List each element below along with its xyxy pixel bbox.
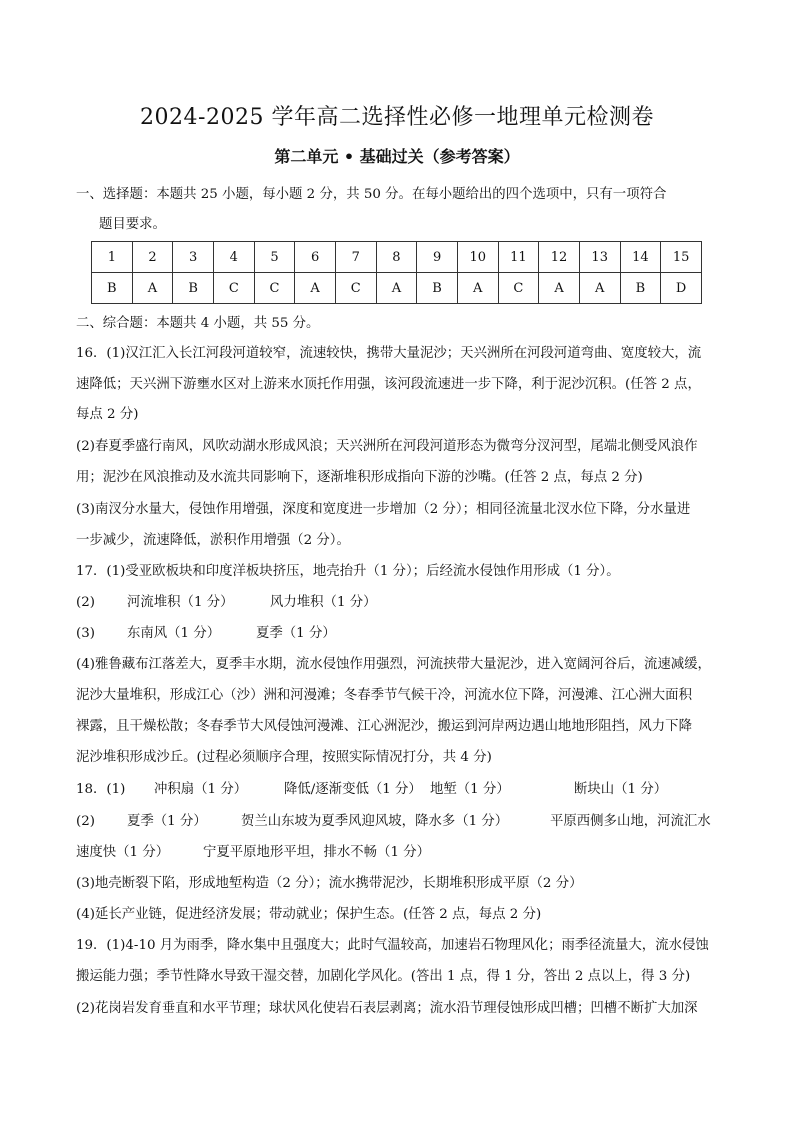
answer-cell: A xyxy=(579,273,620,304)
question-number-cell: 10 xyxy=(457,242,498,273)
q19-answer-line: 搬运能力强；季节性降水导致干湿交替，加剧化学风化。(答出 1 点，得 1 分，答出 2 点以上，得 3 分) xyxy=(76,969,691,984)
q18-answer-line: (4)延长产业链，促进经济发展；带动就业；保护生态。(任答 2 点，每点 2 分) xyxy=(76,907,542,922)
question-number-cell: 1 xyxy=(92,242,133,273)
q17-sub-number: (3) xyxy=(76,626,95,641)
answer-cell: A xyxy=(132,273,173,304)
q18-answer-line-1 xyxy=(76,780,726,800)
q18-answer-item: 地堑（1 分） xyxy=(430,782,510,797)
q18-answer-item: 宁夏平原地形平坦，排水不畅（1 分） xyxy=(203,845,431,860)
answer-cell: C xyxy=(498,273,539,304)
question-number-cell: 12 xyxy=(539,242,580,273)
question-number-cell: 3 xyxy=(173,242,214,273)
q18-answer-item: 平原西侧多山地，河流汇水 xyxy=(550,814,711,829)
q16-answer-line: 用；泥沙在风浪推动及水流共同影响下，逐渐堆积形成指向下游的沙嘴。(任答 2 点，每点 2 分) xyxy=(76,470,643,485)
q17-answer-line: 泥沙堆积形成沙丘。(过程必须顺序合理，按照实际情况打分，共 4 分) xyxy=(76,750,492,765)
q17-answer-line-2 xyxy=(76,593,726,613)
q16-answer-line: 16．(1)汉江汇入长江河段河道较窄，流速较快，携带大量泥沙；天兴洲所在河段河道弯曲、宽度较大，流 xyxy=(76,346,702,361)
answer-cell: C xyxy=(213,273,254,304)
question-number-cell: 14 xyxy=(620,242,661,273)
q18-answer-line-3 xyxy=(76,843,726,863)
question-number-cell: 4 xyxy=(213,242,254,273)
answer-cell: A xyxy=(295,273,336,304)
answer-cell: B xyxy=(417,273,458,304)
answer-table xyxy=(91,241,702,304)
q18-answer-item: 降低/逐渐变低（1 分） xyxy=(284,782,422,797)
question-number-cell: 6 xyxy=(295,242,336,273)
question-number-cell: 9 xyxy=(417,242,458,273)
section1-instruction-cont: 题目要求。 xyxy=(99,217,166,232)
answer-cell: B xyxy=(92,273,133,304)
q18-answer-line-2 xyxy=(76,812,726,832)
answer-cell: D xyxy=(661,273,702,304)
q17-answer-line-3 xyxy=(76,624,726,644)
answer-cell: A xyxy=(539,273,580,304)
answer-cell: A xyxy=(457,273,498,304)
q17-answer-item: 东南风（1 分） xyxy=(127,626,221,641)
q18-sub-number: 18．(1) xyxy=(76,782,126,797)
page-subtitle: 第二单元 • 基础过关（参考答案） xyxy=(274,147,520,166)
q17-answer-line: 裸露，且干燥松散；冬春季节大风侵蚀河漫滩、江心洲泥沙，搬运到河岸两边遇山地地形阻挡，风力下降 xyxy=(76,719,692,734)
q18-answer-item: 贺兰山东坡为夏季风迎风坡，降水多（1 分） xyxy=(241,814,509,829)
answer-table-number-row xyxy=(92,242,702,273)
question-number-cell: 7 xyxy=(335,242,376,273)
section2-heading: 二、综合题：本题共 4 小题，共 55 分。 xyxy=(76,316,320,331)
q18-answer-item: 夏季（1 分） xyxy=(127,814,207,829)
q16-answer-line: (2)春夏季盛行南风，风吹动湖水形成风浪；天兴洲所在河段河道形态为微弯分汊河型，尾端北侧受风浪作 xyxy=(76,439,698,454)
q16-answer-line: 速降低；天兴洲下游壅水区对上游来水顶托作用强，该河段流速进一步下降，利于泥沙沉积。(任答 2 点， xyxy=(76,377,701,392)
q16-answer-line: 每点 2 分) xyxy=(76,407,139,422)
answer-cell: B xyxy=(620,273,661,304)
q18-sub-number: (2) xyxy=(76,814,95,829)
q17-answer-item: 风力堆积（1 分） xyxy=(270,595,377,610)
answer-cell: C xyxy=(335,273,376,304)
question-number-cell: 2 xyxy=(132,242,173,273)
answer-cell: C xyxy=(254,273,295,304)
q17-sub-number: (2) xyxy=(76,595,95,610)
question-number-cell: 15 xyxy=(661,242,702,273)
section1-instruction: 一、选择题：本题共 25 小题，每小题 2 分，共 50 分。在每小题给出的四个选项中，只有一项符合 xyxy=(76,187,667,202)
q17-answer-line: 17．(1)受亚欧板块和印度洋板块挤压，地壳抬升（1 分）；后经流水侵蚀作用形成（1 分）。 xyxy=(76,564,620,579)
question-number-cell: 5 xyxy=(254,242,295,273)
q19-answer-line: (2)花岗岩发育垂直和水平节理；球状风化使岩石表层剥离；流水沿节理侵蚀形成凹槽；凹槽不断扩大加深 xyxy=(76,1001,698,1016)
question-number-cell: 8 xyxy=(376,242,417,273)
page-title: 2024-2025 学年高二选择性必修一地理单元检测卷 xyxy=(140,105,654,130)
q18-answer-item: 冲积扇（1 分） xyxy=(154,782,248,797)
q17-answer-item: 河流堆积（1 分） xyxy=(127,595,234,610)
q19-answer-line: 19．(1)4-10 月为雨季，降水集中且强度大；此时气温较高，加速岩石物理风化；雨季径流量大，流水侵蚀 xyxy=(76,938,709,953)
q18-answer-item: 速度快（1 分） xyxy=(76,845,170,860)
q17-answer-line: 泥沙大量堆积，形成江心（沙）洲和河漫滩；冬春季节气候干冷，河流水位下降，河漫滩、江心洲大面积 xyxy=(76,688,692,703)
q16-answer-line: 一步减少，流速降低，淤积作用增强（2 分）。 xyxy=(76,533,350,548)
answer-cell: A xyxy=(376,273,417,304)
q18-answer-line: (3)地壳断裂下陷，形成地堑构造（2 分）；流水携带泥沙，长期堆积形成平原（2 分） xyxy=(76,876,583,891)
question-number-cell: 11 xyxy=(498,242,539,273)
q17-answer-line: (4)雅鲁藏布江落差大，夏季丰水期，流水侵蚀作用强烈，河流挟带大量泥沙，进入宽阔河谷后，流速减缓， xyxy=(76,657,711,672)
q17-answer-item: 夏季（1 分） xyxy=(256,626,336,641)
answer-cell: B xyxy=(173,273,214,304)
question-number-cell: 13 xyxy=(579,242,620,273)
answer-table-answer-row xyxy=(92,273,702,304)
q18-answer-item: 断块山（1 分） xyxy=(574,782,668,797)
q16-answer-line: (3)南汊分水量大，侵蚀作用增强，深度和宽度进一步增加（2 分）；相同径流量北汊水位下降，分水量进 xyxy=(76,502,691,517)
